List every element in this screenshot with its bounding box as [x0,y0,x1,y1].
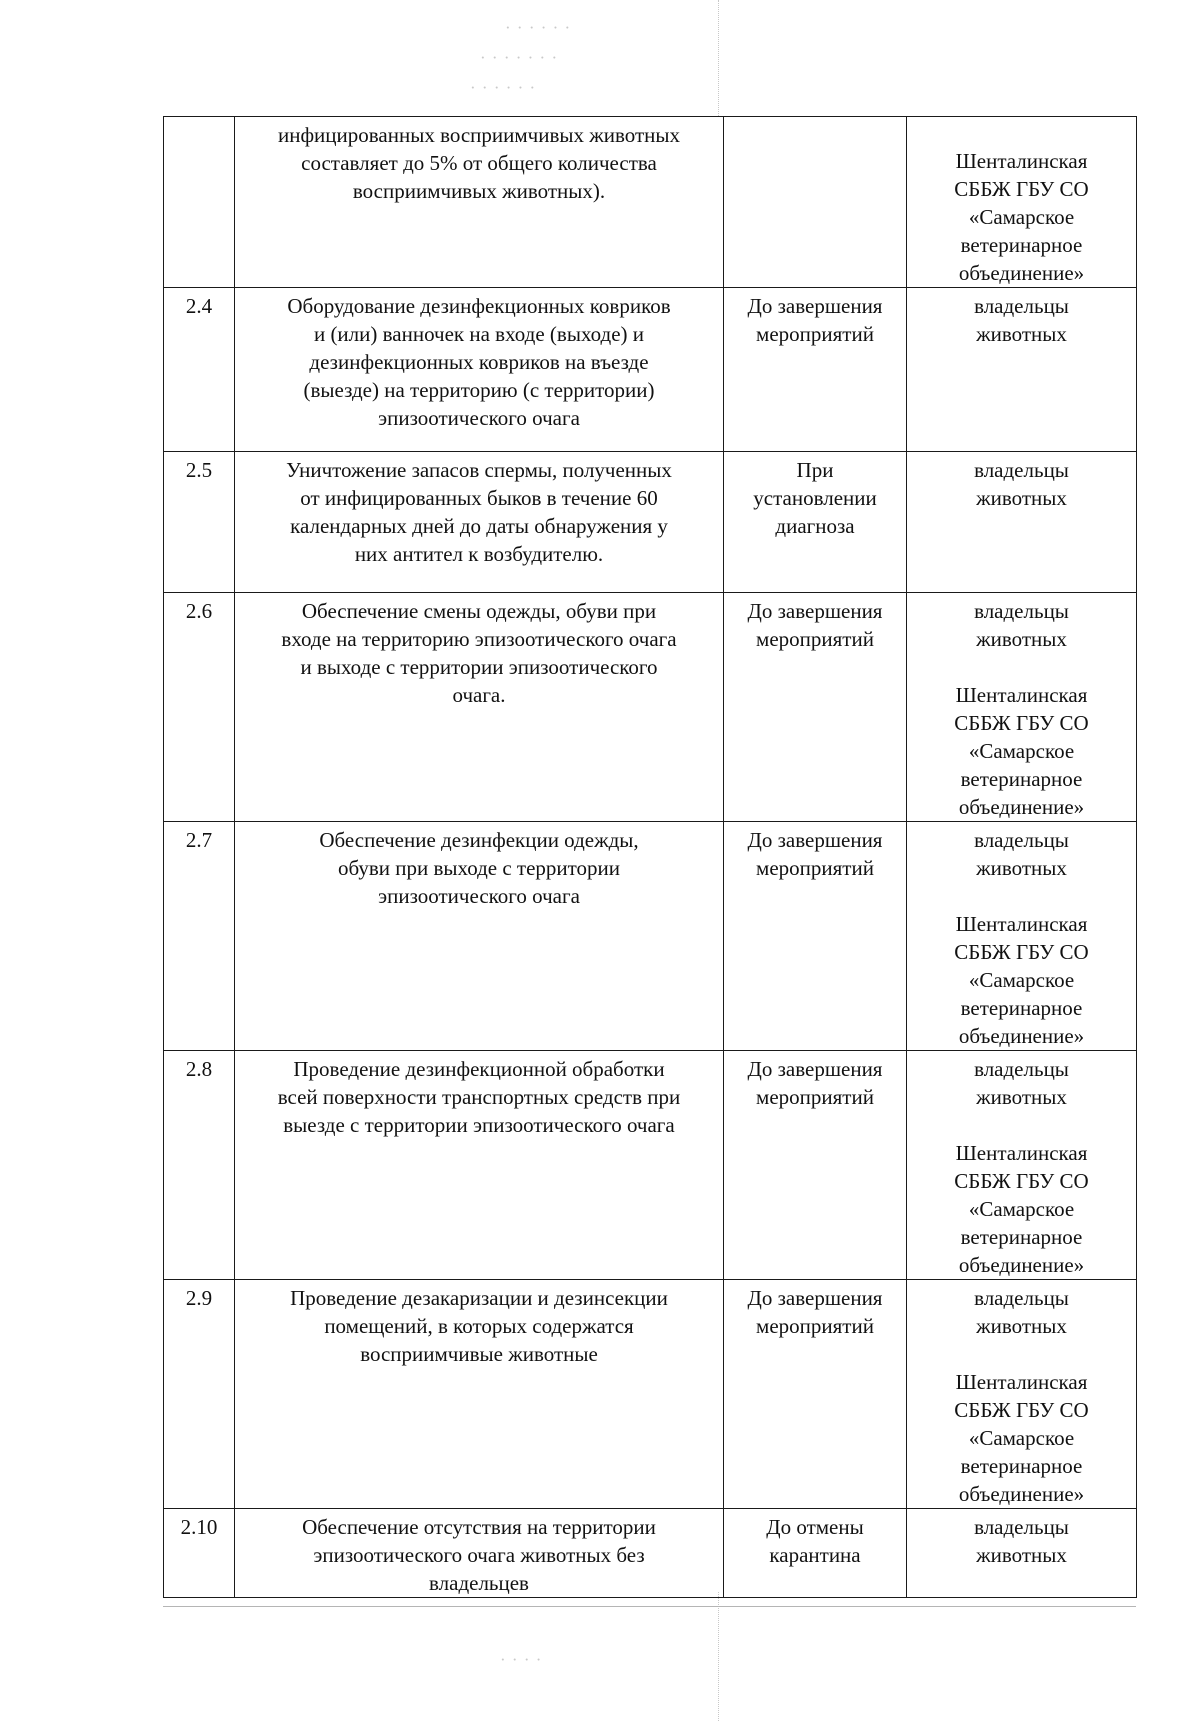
cell-line: До завершения [747,599,883,623]
cell-line: ветеринарное [960,233,1083,257]
cell-line: объединение» [958,795,1085,819]
table-row [164,822,1137,1051]
cell-line: Шенталинская [955,912,1088,936]
cell-line: очага. [452,683,506,707]
term-cell [724,1051,907,1280]
cell-line: До завершения [747,828,883,852]
cell-line: от инфицированных быков в течение 60 [300,486,658,510]
cell-line: помещений, в которых содержатся [324,1314,634,1338]
table-row [164,452,1137,593]
cell-line: мероприятий [756,322,874,346]
cell-line: объединение» [958,1482,1085,1506]
cell-line: мероприятий [756,1085,874,1109]
cell-line: и (или) ванночек на входе (выходе) и [313,322,645,346]
cell-line: животных [976,1085,1067,1109]
cell-line: Шенталинская [955,149,1088,173]
cell-line: животных [976,856,1067,880]
cell-line: объединение» [958,1253,1085,1277]
term-cell [724,288,907,452]
term-cell [724,822,907,1051]
cell-line: владельцы [974,1286,1069,1310]
term-cell [724,452,907,593]
cell-line: владельцы [974,294,1069,318]
cell-line: ветеринарное [960,996,1083,1020]
cell-line: составляет до 5% от общего количества [301,151,657,175]
measure-cell [235,117,724,288]
cell-line: всей поверхности транспортных средств при [277,1085,681,1109]
cell-line: эпизоотического очага [378,884,580,908]
cell-line: животных [976,486,1067,510]
cell-line: Обеспечение отсутствия на территории [302,1515,656,1539]
cell-line: Обеспечение дезинфекции одежды, [319,828,639,852]
responsible-cell [907,117,1137,288]
cell-line: ветеринарное [960,1225,1083,1249]
cell-line: и выходе с территории эпизоотического [300,655,658,679]
term-cell [724,117,907,288]
cell-line: эпизоотического очага [378,406,580,430]
cell-line: «Самарское [968,739,1075,763]
measure-cell [235,1509,724,1598]
cell-line: До отмены [766,1515,864,1539]
cell-line: календарных дней до даты обнаружения у [290,514,668,538]
scan-artifact [718,0,719,116]
cell-line: До завершения [747,1286,883,1310]
row-number: 2.10 [164,1509,235,1598]
table-row [164,117,1137,288]
cell-line: животных [976,1543,1067,1567]
cell-line: животных [976,322,1067,346]
responsible-cell [907,1051,1137,1280]
cell-line: «Самарское [968,205,1075,229]
cell-line: входе на территорию эпизоотического очага [281,627,677,651]
scan-artifact [163,1606,1136,1607]
cell-line: Шенталинская [955,683,1088,707]
cell-line: животных [976,1314,1067,1338]
row-number: 2.7 [164,822,235,1051]
responsible-cell [907,288,1137,452]
cell-line: владельцы [974,458,1069,482]
cell-line: До завершения [747,294,883,318]
measure-cell [235,822,724,1051]
cell-line: СББЖ ГБУ СО [954,177,1089,201]
cell-line: «Самарское [968,1426,1075,1450]
responsible-cell [907,452,1137,593]
cell-line: владельцы [974,1057,1069,1081]
cell-line: владельцы [974,828,1069,852]
cell-line: (выезде) на территорию (с территории) [303,378,655,402]
cell-line: «Самарское [968,1197,1075,1221]
row-number: 2.8 [164,1051,235,1280]
cell-line: владельцев [429,1571,529,1595]
term-cell [724,1509,907,1598]
term-cell [724,1280,907,1509]
measures-table [163,116,1137,1598]
measure-cell [235,1051,724,1280]
cell-line: животных [976,627,1067,651]
cell-line: Шенталинская [955,1370,1088,1394]
cell-line: установлении [753,486,877,510]
cell-gap [913,1111,1130,1139]
cell-line: ветеринарное [960,767,1083,791]
cell-line: СББЖ ГБУ СО [954,1169,1089,1193]
cell-line: Обеспечение смены одежды, обуви при [301,599,657,623]
scan-artifact: · · · · [500,1650,543,1669]
cell-line: выезде с территории эпизоотического очага [283,1113,675,1137]
measure-cell [235,593,724,822]
row-number: 2.9 [164,1280,235,1509]
cell-line: карантина [769,1543,861,1567]
cell-line: мероприятий [756,1314,874,1338]
cell-line: СББЖ ГБУ СО [954,940,1089,964]
scan-artifact: · · · · · · [505,18,572,37]
table-row [164,593,1137,822]
cell-line: объединение» [958,1024,1085,1048]
responsible-cell [907,822,1137,1051]
cell-line: До завершения [747,1057,883,1081]
cell-line: Шенталинская [955,1141,1088,1165]
scan-artifact: · · · · · · · [480,48,559,67]
cell-line: восприимчивые животные [360,1342,598,1366]
term-cell [724,593,907,822]
table-row [164,1509,1137,1598]
cell-line: СББЖ ГБУ СО [954,1398,1089,1422]
table-row [164,1280,1137,1509]
measure-cell [235,288,724,452]
cell-line: инфицированных восприимчивых животных [277,123,681,147]
cell-line: СББЖ ГБУ СО [954,711,1089,735]
cell-line: Уничтожение запасов спермы, полученных [286,458,672,482]
cell-gap [913,653,1130,681]
cell-line: дезинфекционных ковриков на въезде [309,350,649,374]
cell-line: ветеринарное [960,1454,1083,1478]
row-number: 2.5 [164,452,235,593]
cell-line: Проведение дезакаризации и дезинсекции [290,1286,668,1310]
cell-line: «Самарское [968,968,1075,992]
row-number [164,117,235,288]
cell-line: эпизоотического очага животных без [313,1543,645,1567]
responsible-cell [907,593,1137,822]
cell-line: владельцы [974,1515,1069,1539]
cell-line: диагноза [775,514,855,538]
cell-line: восприимчивых животных). [352,179,606,203]
cell-line: При [796,458,834,482]
measure-cell [235,1280,724,1509]
table-row [164,288,1137,452]
row-number: 2.4 [164,288,235,452]
cell-gap [913,1340,1130,1368]
cell-line: них антител к возбудителю. [354,542,604,566]
cell-line: Оборудование дезинфекционных ковриков [287,294,671,318]
scan-artifact: · · · · · · [470,78,537,97]
measure-cell [235,452,724,593]
responsible-cell [907,1509,1137,1598]
cell-line: владельцы [974,599,1069,623]
cell-line: Проведение дезинфекционной обработки [293,1057,665,1081]
scan-artifact [718,1592,719,1721]
cell-line: обуви при выходе с территории [337,856,621,880]
table-row [164,1051,1137,1280]
cell-line: мероприятий [756,856,874,880]
cell-line: мероприятий [756,627,874,651]
cell-gap [913,882,1130,910]
cell-line: объединение» [958,261,1085,285]
row-number: 2.6 [164,593,235,822]
responsible-cell [907,1280,1137,1509]
